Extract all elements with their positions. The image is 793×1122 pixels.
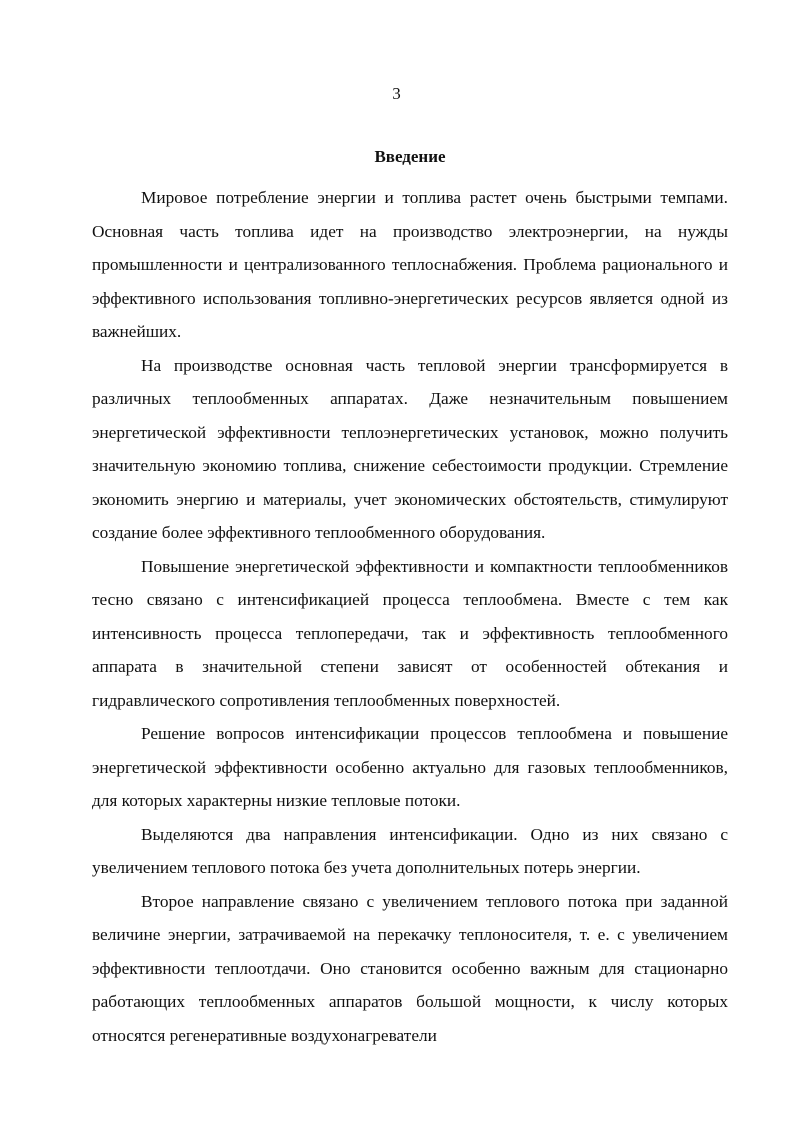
document-body <box>92 181 728 1052</box>
paragraph-4: Решение вопросов интенсификации процессов теплообмена и повышение энергетической эффективности особенно актуально для газовых теплообменников, для которых характерны низкие тепловые потоки. <box>92 724 728 810</box>
paragraph-1: Мировое потребление энергии и топлива растет очень быстрыми темпами. Основная часть топлива идет на производство электроэнергии, на нужды промышленности и централизованного теплоснабжения. Проблема рационального и эффективного использования топливно-энергетических ресурсов является одной из важнейших. <box>92 188 728 341</box>
paragraph-5: Выделяются два направления интенсификации. Одно из них связано с увеличением теплового потока без учета дополнительных потерь энергии. <box>92 824 728 877</box>
paragraph-2: На производстве основная часть тепловой энергии трансформируется в различных теплообменных аппаратах. Даже незначительным повышением энергетической эффективности теплоэнергетических установок, можно получить значительную экономию топлива, снижение себестоимости продукции. Стремление экономить энергию и материалы, учет экономических обстоятельств, стимулируют создание более эффективного теплообменного оборудования. <box>92 355 728 542</box>
paragraph-3: Повышение энергетической эффективности и компактности теплообменников тесно связано с интенсификацией процесса теплообмена. Вместе с тем как интенсивность процесса теплопередачи, так и эффективность теплообменного аппарата в значительной степени зависят от особенностей обтекания и гидравлического сопротивления теплообменных поверхностей. <box>92 556 728 710</box>
page-number: 3 <box>392 84 401 103</box>
paragraph-6: Второе направление связано с увеличением теплового потока при заданной величине энергии, затрачиваемой на перекачку теплоносителя, т. е. с увеличением эффективности теплоотдачи. Оно становится особенно важным для стационарно работающих теплообменных аппаратов большой мощности, к числу которых относятся регенеративные воздухонагреватели <box>92 891 728 1045</box>
section-heading: Введение <box>374 147 446 166</box>
